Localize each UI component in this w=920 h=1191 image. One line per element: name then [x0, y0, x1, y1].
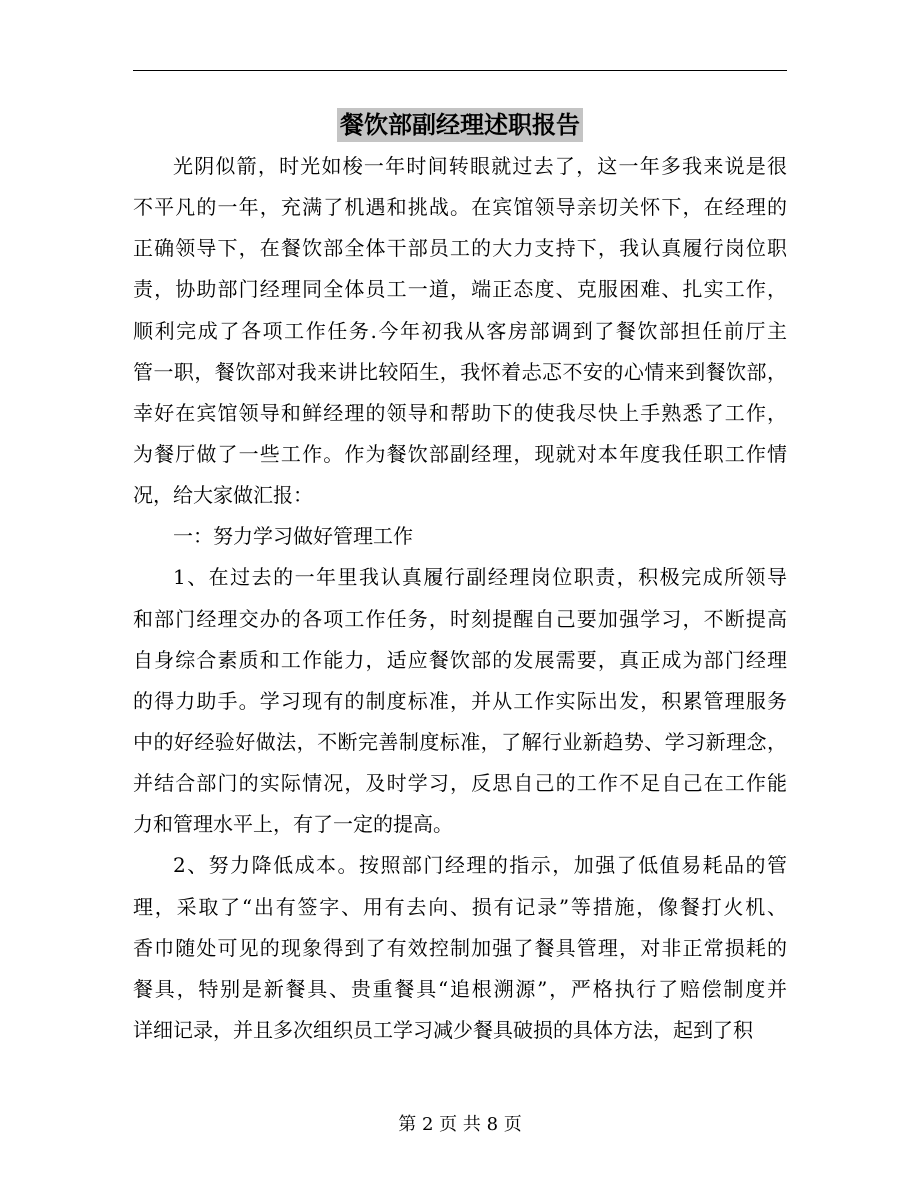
text-line: 为餐厅做了一些工作。作为餐饮部副经理，现就对本年度我任职工作情 [133, 441, 787, 466]
document-body [133, 146, 787, 1051]
section-heading [133, 516, 787, 557]
document-title: 餐饮部副经理述职报告 [337, 108, 583, 142]
text-line: 餐具，特别是新餐具、贵重餐具“追根溯源”，严格执行了赔偿制度并 [133, 976, 787, 1001]
text-line: 正确领导下，在餐饮部全体干部员工的大力支持下，我认真履行岗位职 [133, 236, 787, 261]
text-line: 不平凡的一年，充满了机遇和挑战。在宾馆领导亲切关怀下，在经理的 [133, 195, 787, 220]
text-line: 责，协助部门经理同全体员工一道，端正态度、克服困难、扎实工作， [133, 277, 787, 302]
text-line: 香巾随处可见的现象得到了有效控制加强了餐具管理，对非正常损耗的 [133, 935, 787, 960]
paragraph-item-1 [133, 557, 787, 845]
text-line: 理，采取了“出有签字、用有去向、损有记录”等措施，像餐打火机、 [133, 894, 787, 919]
text-line: 顺利完成了各项工作任务.今年初我从客房部调到了餐饮部担任前厅主 [133, 318, 787, 343]
text-line: 中的好经验好做法，不断完善制度标准，了解行业新趋势、学习新理念， [133, 729, 787, 754]
text-line: 自身综合素质和工作能力，适应餐饮部的发展需要，真正成为部门经理 [133, 647, 787, 672]
title-container [133, 108, 787, 142]
section-heading-text: 一：努力学习做好管理工作 [173, 524, 413, 549]
text-line: 管一职，餐饮部对我来讲比较陌生，我怀着忐忑不安的心情来到餐饮部， [133, 359, 787, 384]
text-line: 和部门经理交办的各项工作任务，时刻提醒自己要加强学习，不断提高 [133, 606, 787, 631]
text-line: 况，给大家做汇报： [133, 483, 313, 508]
page-number-label: 第 2 页 共 8 页 [398, 1114, 522, 1135]
header-rule [133, 70, 787, 71]
text-line: 并结合部门的实际情况，及时学习，反思自己的工作不足自己在工作能 [133, 771, 787, 796]
text-line: 力和管理水平上，有了一定的提高。 [133, 812, 453, 837]
text-line: 详细记录，并且多次组织员工学习减少餐具破损的具体方法，起到了积 [133, 1017, 753, 1042]
text-line: 的得力助手。学习现有的制度标准，并从工作实际出发，积累管理服务 [133, 688, 787, 713]
paragraph-item-2 [133, 845, 787, 1051]
text-line: 1、在过去的一年里我认真履行副经理岗位职责，积极完成所领导 [173, 565, 787, 590]
paragraph-intro [133, 146, 787, 516]
text-line: 2、努力降低成本。按照部门经理的指示，加强了低值易耗品的管 [173, 853, 787, 878]
text-line: 幸好在宾馆领导和鲜经理的领导和帮助下的使我尽快上手熟悉了工作， [133, 400, 787, 425]
page-footer [133, 1111, 787, 1139]
text-line: 光阴似箭，时光如梭一年时间转眼就过去了，这一年多我来说是很 [173, 154, 787, 178]
